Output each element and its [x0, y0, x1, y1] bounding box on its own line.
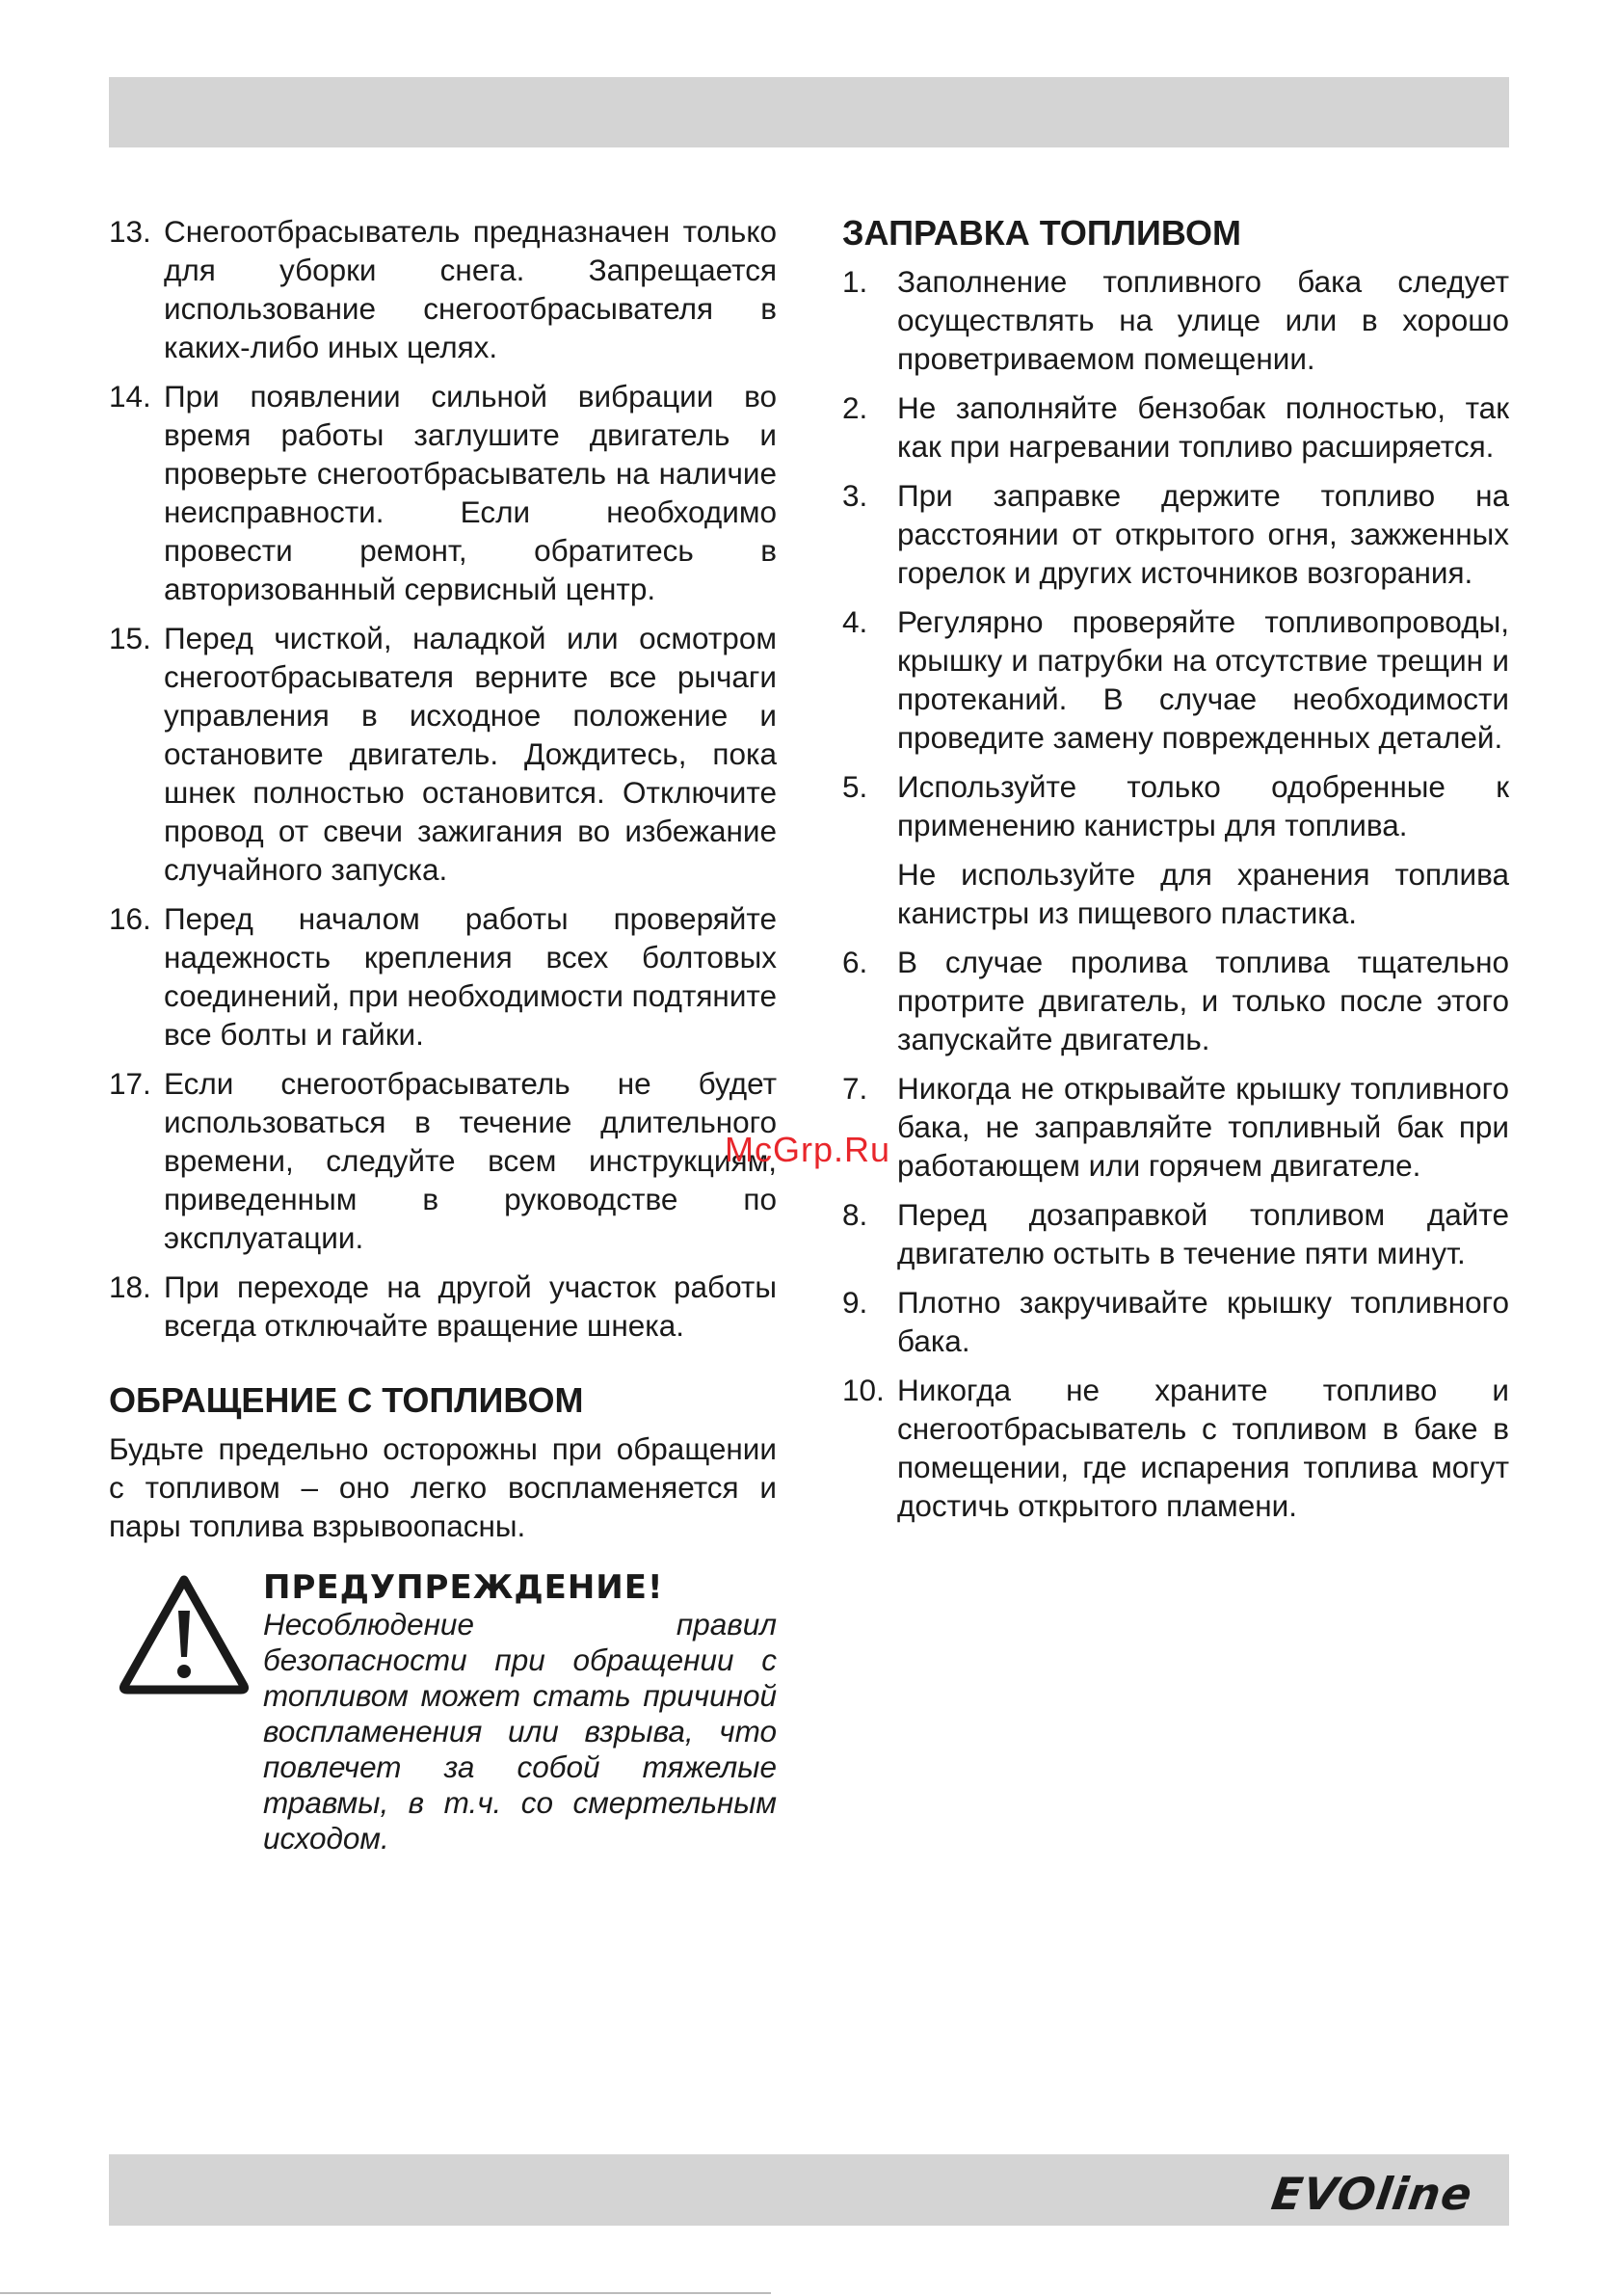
- item-number: 7.: [842, 1071, 868, 1106]
- item-number: 13.: [109, 214, 151, 249]
- list-item: [109, 619, 777, 889]
- item-number: 5.: [842, 769, 868, 804]
- item-number: 14.: [109, 379, 151, 414]
- footer-bar: [109, 2154, 1509, 2226]
- item-number: 9.: [842, 1285, 868, 1320]
- list-item: [842, 1195, 1509, 1272]
- item-text: Перед чисткой, наладкой или осмотром снегоотбрасывателя верните все рычаги управления в исходное положение и остановите двигатель. Дождитесь, пока шнек полностью остановится. Отключите провод от свечи зажигания во избежание случайного запуска.: [164, 621, 777, 887]
- item-text: В случае пролива топлива тщательно протрите двигатель, и только после этого запускайте двигатель.: [897, 945, 1509, 1056]
- item-number: 17.: [109, 1066, 151, 1101]
- item-number: 10.: [842, 1373, 885, 1407]
- brand-logo: EVOline: [1268, 2168, 1476, 2220]
- item-text: При заправке держите топливо на расстоянии от открытого огня, зажженных горелок и других источников возгорания.: [897, 478, 1509, 590]
- item-number: 4.: [842, 604, 868, 639]
- item-text: Плотно закручивайте крышку топливного бака.: [897, 1285, 1509, 1358]
- item-number: 16.: [109, 901, 151, 936]
- item-text: Никогда не храните топливо и снегоотбрасыватель с топливом в баке в помещении, где испарения топлива могут достичь открытого пламени.: [897, 1373, 1509, 1523]
- warning-text: Несоблюдение правил безопасности при обращении с топливом может стать причиной воспламенения или взрыва, что повлечет за собой тяжелые травмы, в т.ч. со смертельным исходом.: [263, 1607, 777, 1855]
- left-column: [109, 212, 777, 1856]
- list-item: [109, 899, 777, 1054]
- warning-title: ПРЕДУПРЕЖДЕНИЕ!: [263, 1568, 664, 1607]
- item-number: 2.: [842, 390, 868, 425]
- list-item: [842, 476, 1509, 592]
- item-text: Перед началом работы проверяйте надежность крепления всех болтовых соединений, при необходимости подтяните все болты и гайки.: [164, 901, 778, 1052]
- item-text: При появлении сильной вибрации во время работы заглушите двигатель и проверьте снегоотбрасыватель на наличие неисправности. Если необходимо провести ремонт, обратитесь в авторизованный сервисный центр.: [164, 379, 777, 606]
- watermark: McGrp.Ru: [725, 1130, 891, 1169]
- list-item: [109, 1064, 777, 1257]
- item-number: 6.: [842, 945, 868, 979]
- list-item: [842, 1283, 1509, 1360]
- refueling-title: ЗАПРАВКА ТОПЛИВОМ: [842, 213, 1241, 253]
- list-item: [109, 377, 777, 608]
- page-edge-line: [0, 2292, 771, 2294]
- item-number: 3.: [842, 478, 868, 513]
- warning-triangle-icon: [117, 1572, 252, 1695]
- item-number: 8.: [842, 1197, 868, 1232]
- item-number: 18.: [109, 1269, 151, 1304]
- list-item: [842, 1371, 1509, 1525]
- item-text: Заполнение топливного бака следует осуществлять на улице или в хорошо проветриваемом помещении.: [897, 264, 1509, 376]
- item-number: 1.: [842, 264, 868, 299]
- item-number: 15.: [109, 621, 151, 655]
- refueling-list: [842, 262, 1509, 1525]
- list-item: [842, 1069, 1509, 1185]
- item-text: Используйте только одобренные к применению канистры для топлива.: [897, 769, 1509, 842]
- list-item: [842, 388, 1509, 466]
- item-text: Не заполняйте бензобак полностью, так как при нагревании топливо расширяется.: [897, 390, 1509, 464]
- header-bar: [109, 77, 1509, 147]
- right-column: [842, 212, 1509, 1535]
- fuel-handling-title: ОБРАЩЕНИЕ С ТОПЛИВОМ: [109, 1380, 584, 1420]
- item-text: Никогда не открывайте крышку топливного бака, не заправляйте топливный бак при работающем или горячем двигателе.: [897, 1071, 1509, 1183]
- list-item: [842, 943, 1509, 1058]
- item-text: Регулярно проверяйте топливопроводы, крышку и патрубки на отсутствие трещин и протеканий. В случае необходимости проведите замену поврежденных деталей.: [897, 604, 1509, 755]
- item-text: При переходе на другой участок работы всегда отключайте вращение шнека.: [164, 1269, 777, 1343]
- item-text: Снегоотбрасыватель предназначен только для уборки снега. Запрещается использование снегоотбрасывателя в каких-либо иных целях.: [164, 214, 777, 364]
- list-item: [109, 212, 777, 366]
- list-item: [842, 602, 1509, 757]
- list-item: [842, 262, 1509, 378]
- item-subtext: Не используйте для хранения топлива канистры из пищевого пластика.: [897, 857, 1509, 930]
- item-text: Если снегоотбрасыватель не будет использоваться в течение длительного времени, следуйте всем инструкциям, приведенным в руководстве по эксплуатации.: [164, 1066, 777, 1255]
- fuel-handling-intro: Будьте предельно осторожны при обращении с топливом – оно легко воспламеняется и пары топлива взрывоопасны.: [109, 1431, 777, 1543]
- item-text: Перед дозаправкой топливом дайте двигателю остыть в течение пяти минут.: [897, 1197, 1509, 1270]
- safety-list: [109, 212, 777, 1345]
- warning-block: [109, 1568, 777, 1856]
- list-item: [842, 767, 1509, 932]
- list-item: [109, 1268, 777, 1345]
